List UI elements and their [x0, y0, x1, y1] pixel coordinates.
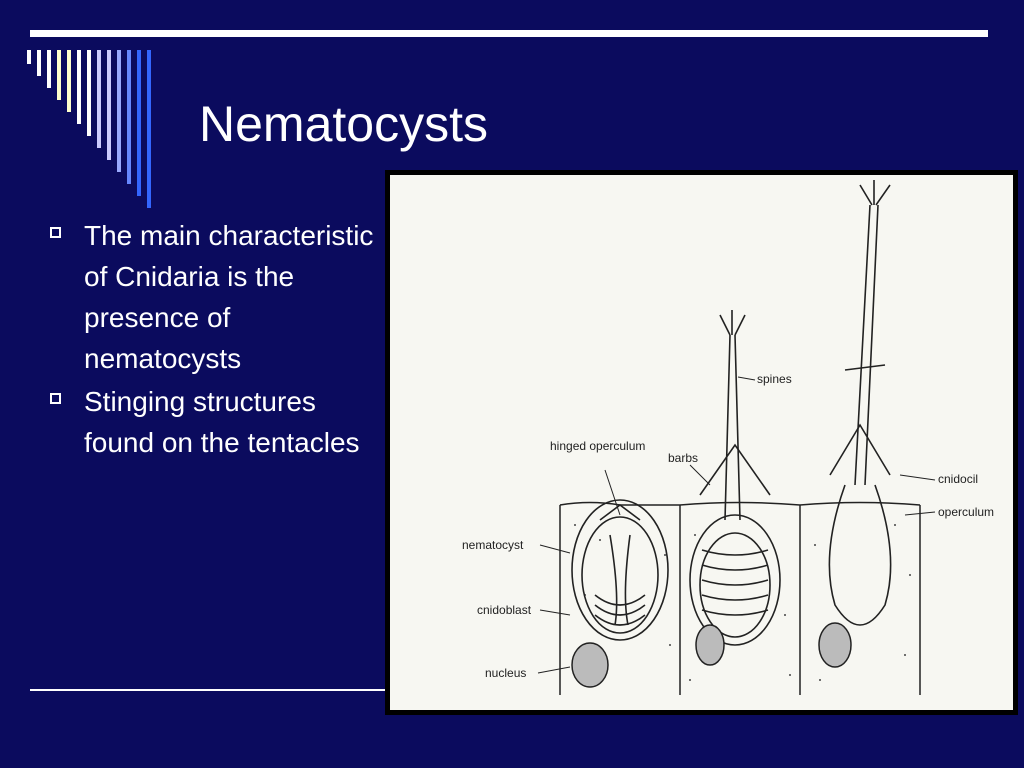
top-rule [30, 30, 988, 37]
label-cnidoblast: cnidoblast [477, 603, 532, 617]
label-spines: spines [757, 372, 792, 386]
label-nematocyst: nematocyst [462, 538, 524, 552]
bullet-text: The main characteristic of Cnidaria is the presence of nematocysts [84, 220, 374, 374]
decorative-stripes [25, 50, 175, 210]
bullet-item [44, 381, 374, 463]
label-cnidocil: cnidocil [938, 472, 979, 486]
label-operculum: operculum [938, 505, 995, 519]
bullet-text: Stinging structures found on the tentacles [84, 386, 360, 458]
bullet-list [44, 215, 374, 465]
label-nucleus: nucleus [485, 666, 527, 680]
label-barbs: barbs [668, 451, 699, 465]
nematocyst-diagram [385, 170, 1018, 715]
square-bullet-icon [50, 393, 61, 404]
label-hinged-operculum: hinged operculum [550, 439, 646, 453]
square-bullet-icon [50, 227, 61, 238]
slide-title: Nematocysts [199, 96, 488, 152]
bullet-item [44, 215, 374, 379]
bottom-rule [30, 689, 386, 691]
diagram-illustration [390, 175, 1013, 710]
